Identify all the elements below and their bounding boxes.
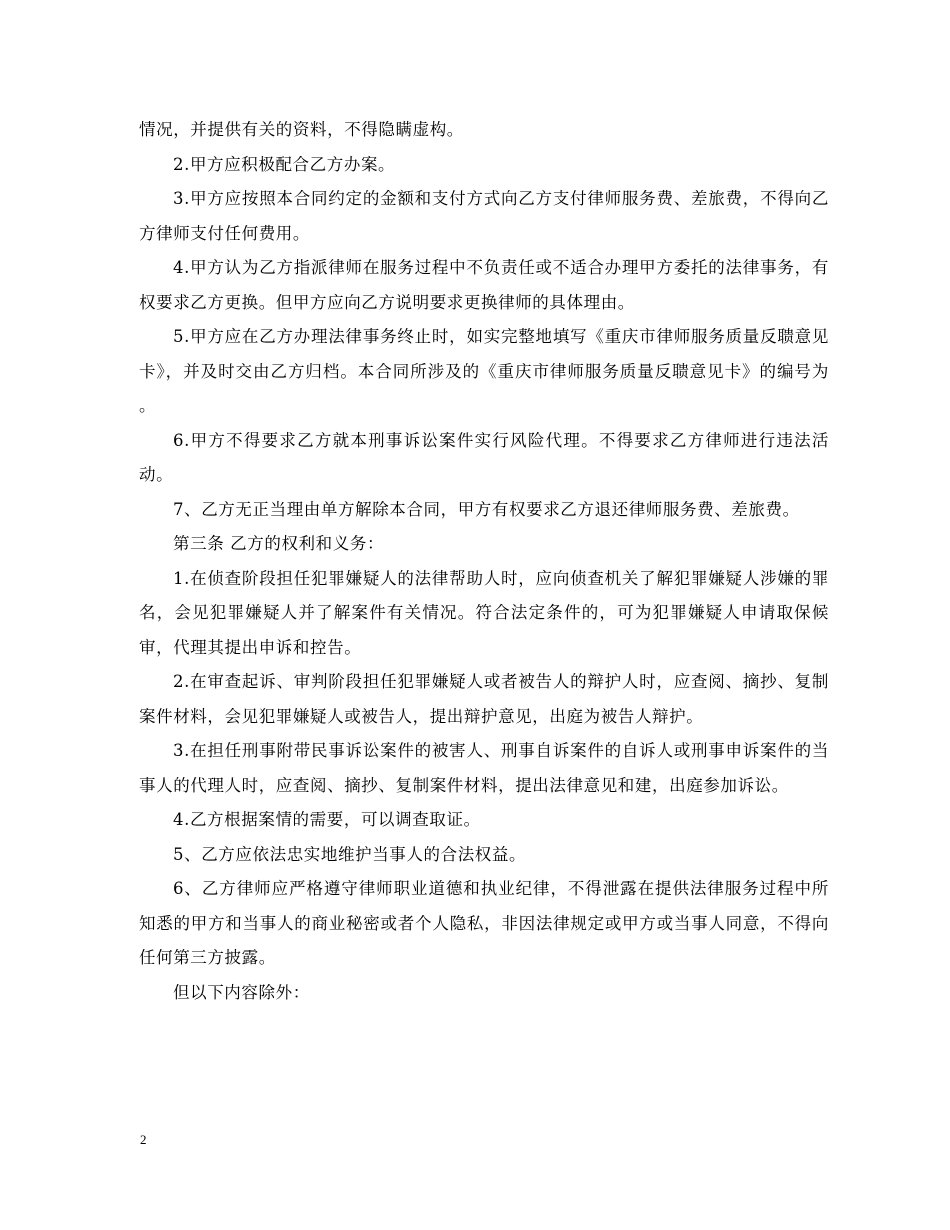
article-3-heading: 第三条 乙方的权利和义务： [173,534,385,553]
paragraph-clause-4: 4.甲方认为乙方指派律师在服务过程中不负责任或不适合办理甲方委托的法律事务，有权要求乙方更换。但甲方应向乙方说明要求更换律师的具体理由。 [139,258,829,312]
paragraph-clause-5: 5.甲方应在乙方办理法律事务终止时，如实完整地填写《重庆市律师服务质量反聩意见卡》，并及时交由乙方归档。本合同所涉及的《重庆市律师服务质量反聩意见卡》的编号为 。 [139,327,829,415]
paragraph-continuation: 情况，并提供有关的资料，不得隐瞒虚构。 [139,120,464,139]
paragraph-duty-4: 4.乙方根据案情的需要，可以调查取证。 [173,810,481,829]
paragraph-duty-6: 6、乙方律师应严格遵守律师职业道德和执业纪律，不得泄露在提供法律服务过程中所知悉的甲方和当事人的商业秘密或者个人隐私，非因法律规定或甲方或当事人同意，不得向任何第三方披露。 [139,879,829,967]
paragraph-clause-3: 3.甲方应按照本合同约定的金额和支付方式向乙方支付律师服务费、差旅费，不得向乙方律师支付任何费用。 [139,189,829,243]
document-body [139,113,829,1010]
paragraph-clause-6: 6.甲方不得要求乙方就本刑事诉讼案件实行风险代理。不得要求乙方律师进行违法活动。 [139,430,829,484]
paragraph-clause-2: 2.甲方应积极配合乙方办案。 [173,154,396,174]
paragraph-duty-2: 2.在审查起诉、审判阶段担任犯罪嫌疑人或者被告人的辩护人时，应查阅、摘抄、复制案件材料，会见犯罪嫌疑人或被告人，提出辩护意见，出庭为被告人辩护。 [139,672,829,726]
paragraph-duty-1: 1.在侦查阶段担任犯罪嫌疑人的法律帮助人时，应向侦查机关了解犯罪嫌疑人涉嫌的罪名，会见犯罪嫌疑人并了解案件有关情况。符合法定条件的，可为犯罪嫌疑人申请取保候审，代理其提出申诉和控告。 [139,568,829,657]
paragraph-duty-3: 3.在担任刑事附带民事诉讼案件的被害人、刑事自诉案件的自诉人或刑事申诉案件的当事人的代理人时，应查阅、摘抄、复制案件材料，提出法律意见和建，出庭参加诉讼。 [139,741,829,795]
paragraph-clause-7: 7、乙方无正当理由单方解除本合同，甲方有权要求乙方退还律师服务费、差旅费。 [173,499,800,519]
page-number: 2 [140,1132,147,1147]
paragraph-duty-5: 5、乙方应依法忠实地维护当事人的合法权益。 [173,844,527,864]
paragraph-exceptions: 但以下内容除外： [173,982,310,1002]
